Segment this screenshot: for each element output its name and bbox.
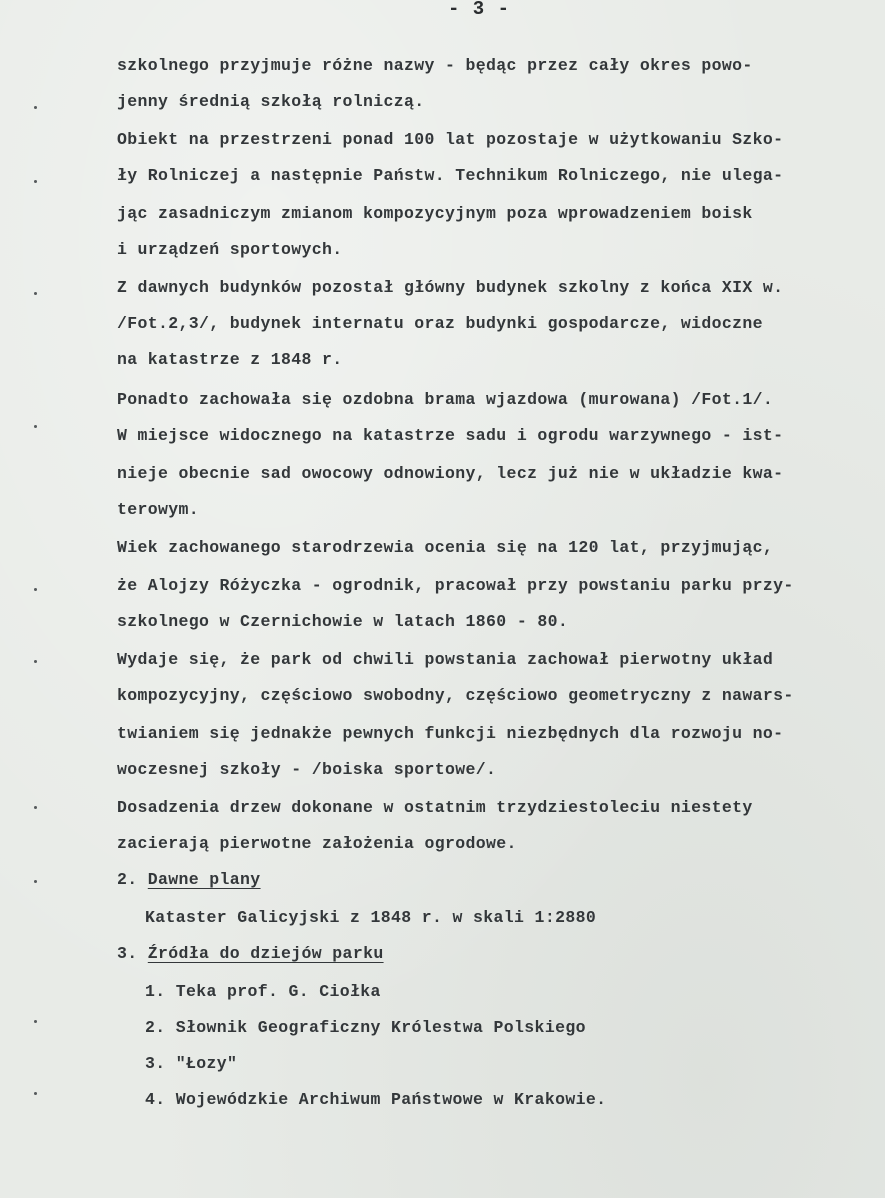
text-line: woczesnej szkoły - /boiska sportowe/. — [117, 760, 497, 779]
source-list-item: 4. Wojewódzkie Archiwum Państwowe w Krakowie. — [145, 1090, 607, 1109]
text-line: i urządzeń sportowych. — [117, 240, 343, 259]
text-line: kompozycyjny, częściowo swobodny, częściowo geometryczny z nawars- — [117, 686, 794, 705]
margin-dot — [34, 180, 37, 183]
text-line: ły Rolniczej a następnie Państw. Technikum Rolniczego, nie ulega- — [117, 166, 784, 185]
margin-dot — [34, 660, 37, 663]
source-list-item: 2. Słownik Geograficzny Królestwa Polskiego — [145, 1018, 586, 1037]
margin-dot — [34, 1020, 37, 1023]
text-line: jenny średnią szkołą rolniczą. — [117, 92, 425, 111]
text-line: szkolnego przyjmuje różne nazwy - będąc przez cały okres powo- — [117, 56, 753, 75]
text-line: jąc zasadniczym zmianom kompozycyjnym poza wprowadzeniem boisk — [117, 204, 753, 223]
section-number: 2. — [117, 870, 138, 889]
margin-dot — [34, 292, 37, 295]
text-line: szkolnego w Czernichowie w latach 1860 - 80. — [117, 612, 569, 631]
section-title: Dawne plany — [147, 870, 261, 889]
section-title: Źródła do dziejów parku — [147, 944, 384, 963]
source-list-item: 1. Teka prof. G. Ciołka — [145, 982, 381, 1001]
text-line: na katastrze z 1848 r. — [117, 350, 343, 369]
margin-dot — [34, 588, 37, 591]
page-number: - 3 - — [448, 0, 511, 20]
section-2-item: Kataster Galicyjski z 1848 r. w skali 1:2880 — [145, 908, 597, 927]
text-line: terowym. — [117, 500, 200, 519]
margin-dot — [34, 880, 37, 883]
text-line: twianiem się jednakże pewnych funkcji niezbędnych dla rozwoju no- — [117, 724, 784, 743]
text-line: Wiek zachowanego starodrzewia ocenia się na 120 lat, przyjmując, — [117, 538, 774, 557]
text-line: W miejsce widocznego na katastrze sadu i ogrodu warzywnego - ist- — [117, 426, 784, 445]
section-2-heading — [117, 870, 261, 889]
margin-dot — [34, 806, 37, 809]
text-line: Obiekt na przestrzeni ponad 100 lat pozostaje w użytkowaniu Szko- — [117, 130, 784, 149]
text-line: Dosadzenia drzew dokonane w ostatnim trzydziestoleciu niestety — [117, 798, 753, 817]
text-line: zacierają pierwotne założenia ogrodowe. — [117, 834, 517, 853]
section-number: 3. — [117, 944, 138, 963]
text-line: Z dawnych budynków pozostał główny budynek szkolny z końca XIX w. — [117, 278, 784, 297]
margin-dot — [34, 106, 37, 109]
margin-dot — [34, 425, 37, 428]
text-line: Wydaje się, że park od chwili powstania zachował pierwotny układ — [117, 650, 774, 669]
margin-dot — [34, 1092, 37, 1095]
text-line: że Alojzy Różyczka - ogrodnik, pracował przy powstaniu parku przy- — [117, 576, 794, 595]
text-line: nieje obecnie sad owocowy odnowiony, lecz już nie w układzie kwa- — [117, 464, 784, 483]
text-line: /Fot.2,3/, budynek internatu oraz budynki gospodarcze, widoczne — [117, 314, 763, 333]
section-3-heading — [117, 944, 384, 963]
text-line: Ponadto zachowała się ozdobna brama wjazdowa (murowana) /Fot.1/. — [117, 390, 774, 409]
source-list-item: 3. "Łozy" — [145, 1054, 238, 1073]
